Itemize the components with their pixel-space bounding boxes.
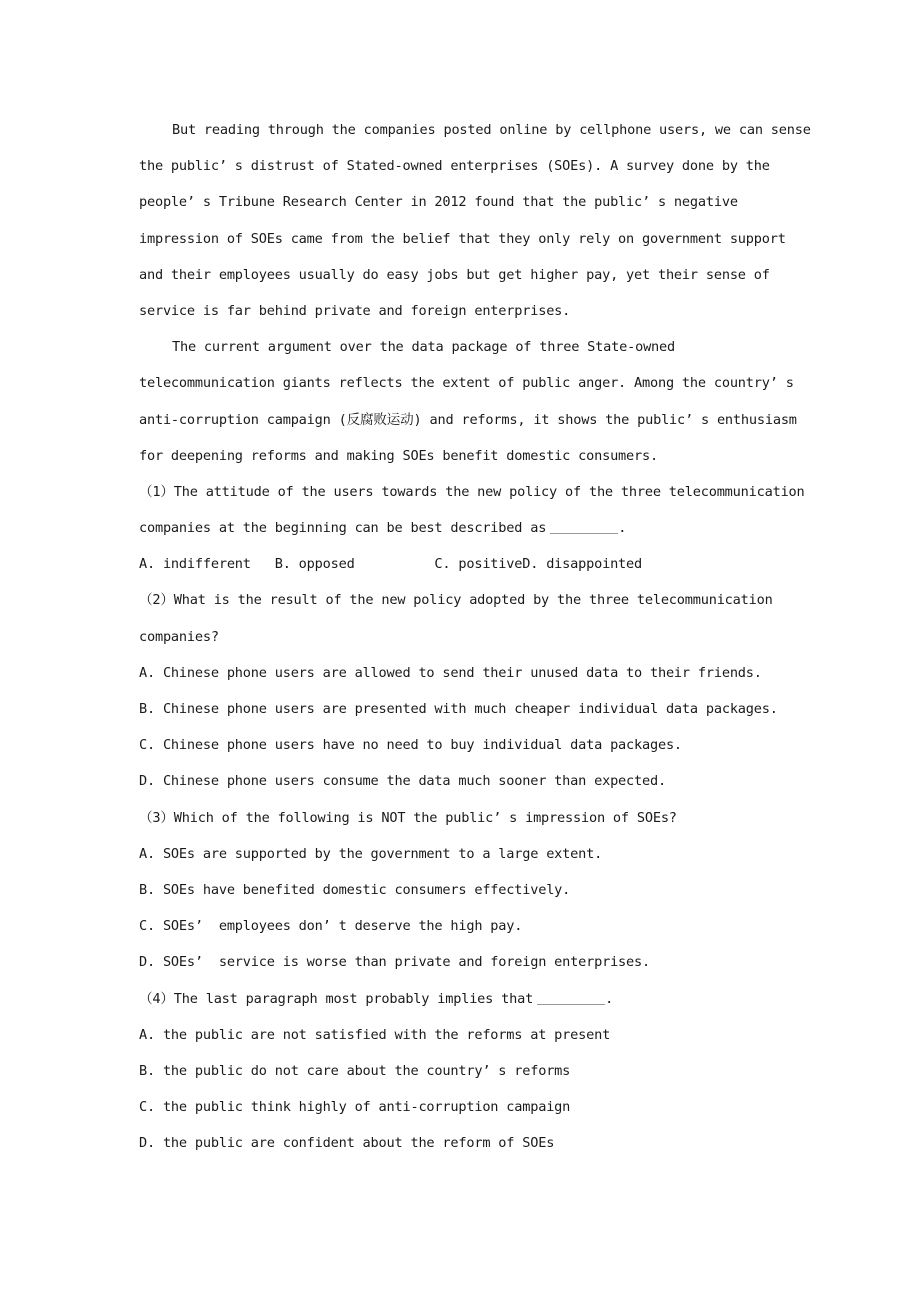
question-number: （3）: [139, 809, 174, 826]
paragraph-1: [139, 112, 839, 329]
paragraph-line: The current argument over the data package of three State-owned: [172, 339, 676, 356]
question-stem-text: companies at the beginning can be best described as: [139, 520, 547, 537]
passage: [139, 112, 839, 474]
option-c: C. SOEs’ employees don’ t deserve the high pay.: [139, 918, 523, 935]
question-stem: [139, 510, 839, 546]
paragraph-line: telecommunication giants reflects the extent of public anger. Among the country’ s: [139, 375, 794, 392]
question-stem: [139, 800, 839, 836]
option-d: D. SOEs’ service is worse than private and foreign enterprises.: [139, 954, 650, 971]
question-3: [139, 800, 839, 981]
question-stem-text: Which of the following is NOT the public’ s impression of SOEs?: [173, 809, 677, 826]
option-d: D. the public are confident about the reform of SOEs: [139, 1135, 555, 1152]
paragraph-line: and their employees usually do easy jobs but get higher pay, yet their sense of: [139, 266, 770, 283]
paragraph-line: impression of SOEs came from the belief that they only rely on government support: [139, 230, 786, 247]
question-stem-text: What is the result of the new policy adopted by the three telecommunication: [173, 592, 773, 609]
answer-blank: [550, 519, 618, 534]
option-b: B. Chinese phone users are presented with much cheaper individual data packages.: [139, 701, 778, 717]
answer-blank: [537, 990, 605, 1005]
punctuation: .: [605, 990, 614, 1007]
question-stem: companies?: [139, 628, 219, 645]
option-c: C. Chinese phone users have no need to buy individual data packages.: [139, 737, 682, 754]
question-stem-text: The attitude of the users towards the new policy of the three telecommunication: [173, 483, 805, 500]
options-inline: A. indifferent B. opposed C. positiveD. disappointed: [139, 556, 643, 573]
paragraph-line: anti-corruption campaign (反腐败运动) and reforms, it shows the public’ s enthusiasm: [139, 411, 797, 428]
question-number: （4）: [139, 990, 174, 1007]
paragraph-line: the public’ s distrust of Stated-owned enterprises (SOEs). A survey done by the: [139, 158, 770, 175]
question-stem: [139, 981, 839, 1017]
paragraph-line: people’ s Tribune Research Center in 2012 found that the public’ s negative: [139, 194, 738, 211]
option-b: B. the public do not care about the country’ s reforms: [139, 1062, 571, 1079]
option-a: A. SOEs are supported by the government to a large extent.: [139, 845, 603, 862]
paragraph-line: for deepening reforms and making SOEs benefit domestic consumers.: [139, 447, 658, 464]
question-stem-text: The last paragraph most probably implies that: [173, 990, 534, 1007]
paragraph-line: service is far behind private and foreign enterprises.: [139, 302, 571, 319]
question-number: （2）: [139, 592, 174, 609]
option-d: D. Chinese phone users consume the data much sooner than expected.: [139, 773, 666, 790]
option-c: C. the public think highly of anti-corruption campaign: [139, 1099, 571, 1116]
question-number: （1）: [139, 483, 174, 500]
question-2: [139, 582, 839, 799]
paragraph-line: But reading through the companies posted online by cellphone users, we can sense: [172, 122, 811, 138]
question-4: [139, 981, 839, 1162]
question-1: [139, 474, 839, 583]
paragraph-2: [139, 329, 839, 474]
option-a: A. the public are not satisfied with the reforms at present: [139, 1026, 611, 1043]
document-page: [139, 112, 839, 1161]
option-b: B. SOEs have benefited domestic consumers effectively.: [139, 881, 571, 898]
question-stem: [139, 474, 839, 510]
option-a: A. Chinese phone users are allowed to send their unused data to their friends.: [139, 664, 762, 681]
question-stem: [139, 582, 839, 618]
punctuation: .: [618, 520, 627, 537]
